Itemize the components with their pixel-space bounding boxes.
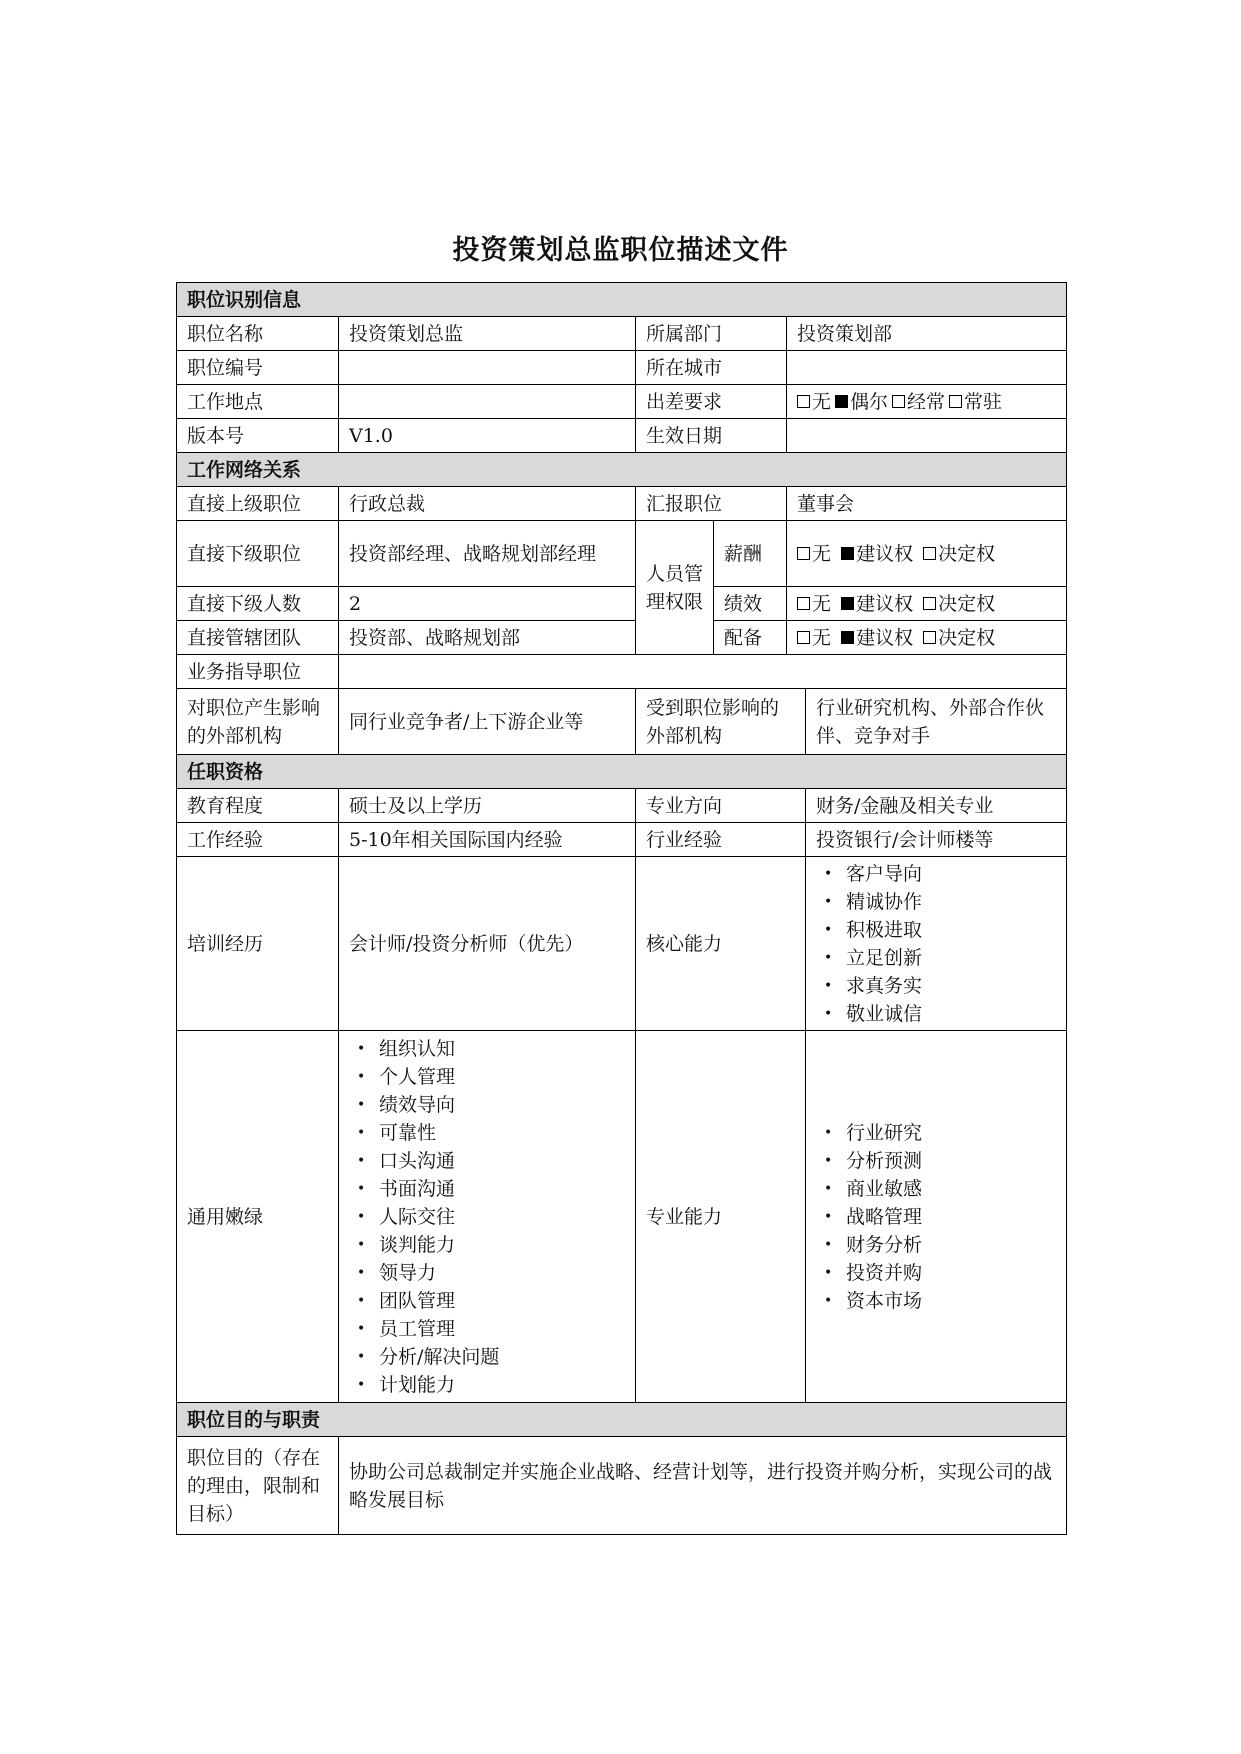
list-item: • 敬业诚信 [824,1000,1056,1028]
professional-ability-list-cell [806,1031,1067,1403]
hr-authority-label: 人员管理权限 [636,521,714,655]
list-item: • 资本市场 [824,1287,1056,1315]
job-name-label: 职位名称 [177,317,339,351]
education-value: 硕士及以上学历 [339,789,636,823]
travel-option: 无 [797,391,831,413]
job-no-label: 职位编号 [177,351,339,385]
dept-value: 投资策划部 [787,317,1067,351]
document-title: 投资策划总监职位描述文件 [452,235,789,266]
version-label: 版本号 [177,419,339,453]
core-ability-label: 核心能力 [636,857,806,1031]
general-ability-list [349,1035,625,1399]
effective-date-label: 生效日期 [636,419,787,453]
list-item: • 精诚协作 [824,888,1056,916]
authority-staff-options: 无 建议权 决定权 [787,621,1067,655]
job-no-value [339,351,636,385]
location-value [339,385,636,419]
list-item: • 个人管理 [357,1063,625,1091]
subordinate-count-label: 直接下级人数 [177,587,339,621]
experience-label: 工作经验 [177,823,339,857]
influencing-org-label: 对职位产生影响的外部机构 [177,689,339,755]
industry-value: 投资银行/会计师楼等 [806,823,1067,857]
version-value: V1.0 [339,419,636,453]
superior-label: 直接上级职位 [177,487,339,521]
checkbox-icon [797,597,810,610]
influencing-org-value: 同行业竞争者/上下游企业等 [339,689,636,755]
professional-ability-label: 专业能力 [636,1031,806,1403]
report-label: 汇报职位 [636,487,787,521]
dept-label: 所属部门 [636,317,787,351]
experience-value: 5-10年相关国际国内经验 [339,823,636,857]
list-item: • 行业研究 [824,1119,1056,1147]
section-header-id-info: 职位识别信息 [177,283,1067,317]
job-description-table [176,282,1067,1535]
list-item: • 组织认知 [357,1035,625,1063]
effective-date-value [787,419,1067,453]
section-header-qualification: 任职资格 [177,755,1067,789]
general-ability-label: 通用嫩绿 [177,1031,339,1403]
list-item: • 分析预测 [824,1147,1056,1175]
checkbox-icon [841,547,854,560]
major-value: 财务/金融及相关专业 [806,789,1067,823]
list-item: • 商业敏感 [824,1175,1056,1203]
core-ability-list-cell [806,857,1067,1031]
list-item: • 团队管理 [357,1287,625,1315]
subordinate-value: 投资部经理、战略规划部经理 [339,521,636,587]
list-item: • 立足创新 [824,944,1056,972]
section-header-network: 工作网络关系 [177,453,1067,487]
guidance-label: 业务指导职位 [177,655,339,689]
training-label: 培训经历 [177,857,339,1031]
authority-staff-label: 配备 [714,621,787,655]
influenced-org-value: 行业研究机构、外部合作伙伴、竞争对手 [806,689,1067,755]
purpose-text: 协助公司总裁制定并实施企业战略、经营计划等，进行投资并购分析，实现公司的战略发展目标 [339,1437,1067,1535]
list-item: • 员工管理 [357,1315,625,1343]
section-header-purpose: 职位目的与职责 [177,1403,1067,1437]
list-item: • 谈判能力 [357,1231,625,1259]
list-item: • 绩效导向 [357,1091,625,1119]
checkbox-icon [923,631,936,644]
team-value: 投资部、战略规划部 [339,621,636,655]
general-ability-list-cell [339,1031,636,1403]
authority-perf-options: 无 建议权 决定权 [787,587,1067,621]
list-item: • 战略管理 [824,1203,1056,1231]
list-item: • 计划能力 [357,1371,625,1399]
checkbox-icon [892,395,905,408]
checkbox-icon [797,547,810,560]
guidance-value [339,655,1067,689]
checkbox-icon [923,597,936,610]
purpose-label: 职位目的（存在的理由，限制和目标） [177,1437,339,1535]
travel-option: 经常 [892,391,945,413]
list-item: • 人际交往 [357,1203,625,1231]
subordinate-label: 直接下级职位 [177,521,339,587]
list-item: • 书面沟通 [357,1175,625,1203]
authority-perf-label: 绩效 [714,587,787,621]
training-value: 会计师/投资分析师（优先） [339,857,636,1031]
core-ability-list [816,860,1056,1028]
checkbox-icon [797,395,810,408]
superior-value: 行政总裁 [339,487,636,521]
travel-option: 偶尔 [835,391,888,413]
authority-pay-options: 无 建议权 决定权 [787,521,1067,587]
industry-label: 行业经验 [636,823,806,857]
professional-ability-list [816,1119,1056,1315]
travel-label: 出差要求 [636,385,787,419]
subordinate-count-value: 2 [339,587,636,621]
checkbox-icon [923,547,936,560]
list-item: • 投资并购 [824,1259,1056,1287]
report-value: 董事会 [787,487,1067,521]
authority-pay-label: 薪酬 [714,521,787,587]
job-name-value: 投资策划总监 [339,317,636,351]
list-item: • 口头沟通 [357,1147,625,1175]
city-value [787,351,1067,385]
list-item: • 客户导向 [824,860,1056,888]
location-label: 工作地点 [177,385,339,419]
list-item: • 分析/解决问题 [357,1343,625,1371]
education-label: 教育程度 [177,789,339,823]
checkbox-icon [841,631,854,644]
list-item: • 积极进取 [824,916,1056,944]
list-item: • 可靠性 [357,1119,625,1147]
checkbox-icon [841,597,854,610]
list-item: • 求真务实 [824,972,1056,1000]
travel-options [787,385,1067,419]
city-label: 所在城市 [636,351,787,385]
checkbox-icon [835,395,848,408]
list-item: • 财务分析 [824,1231,1056,1259]
team-label: 直接管辖团队 [177,621,339,655]
checkbox-icon [797,631,810,644]
travel-option: 常驻 [949,391,1002,413]
influenced-org-label: 受到职位影响的外部机构 [636,689,806,755]
major-label: 专业方向 [636,789,806,823]
checkbox-icon [949,395,962,408]
list-item: • 领导力 [357,1259,625,1287]
